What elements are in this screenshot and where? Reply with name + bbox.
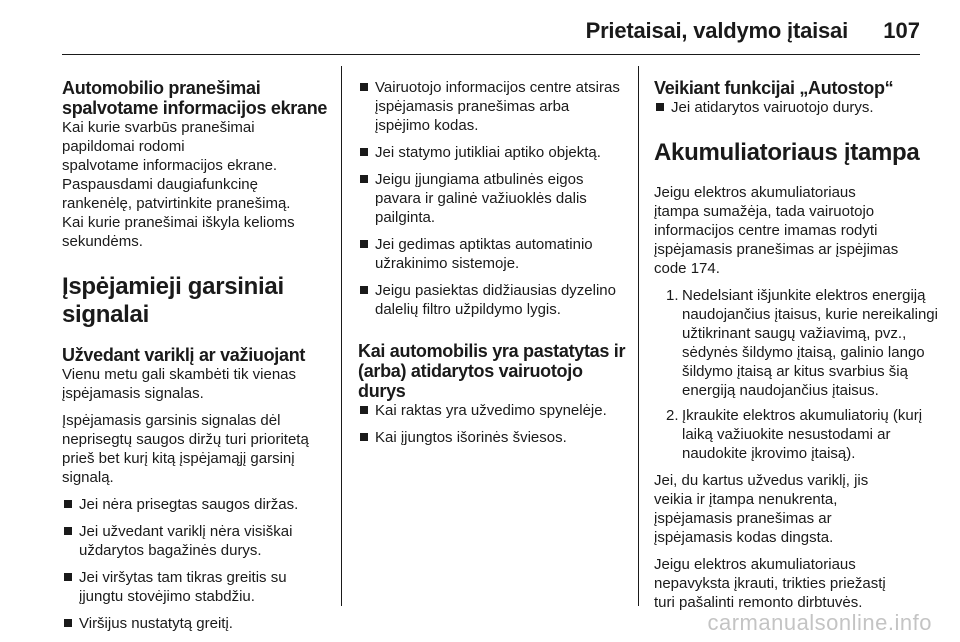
bullet-icon — [360, 286, 368, 294]
bullet-icon — [360, 406, 368, 414]
list-item: Jei nėra prisegtas saugos diržas. — [62, 495, 332, 514]
bullet-icon — [360, 148, 368, 156]
chime-bullet-list — [62, 495, 332, 633]
column-divider-2 — [638, 66, 639, 606]
header-divider — [62, 54, 920, 55]
list-item: Jei atidarytos vairuotojo durys. — [654, 98, 950, 117]
list-item: Viršijus nustatytą greitį. — [62, 614, 332, 633]
bullet-icon — [64, 573, 72, 581]
bullet-icon — [64, 619, 72, 627]
list-item: Jeigu įjungiama atbulinės eigos pavara ir galinė važiuoklės dalis pailginta. — [358, 170, 628, 227]
subsection-title-parked: Kai automobilis yra pastatytas ir (arba) atidarytos vairuotojo durys — [358, 341, 626, 401]
subsection-title-starting: Užvedant variklį ar važiuojant — [62, 345, 306, 365]
bullet-icon — [64, 500, 72, 508]
bullet-icon — [656, 103, 664, 111]
list-item: Jeigu pasiektas didžiausias dyzelino dalelių filtro užpildymo lygis. — [358, 281, 628, 319]
chime-paragraph-2: Įspėjamasis garsinis signalas dėl neprisegtų saugos diržų turi prioritetą prieš bet kurį kitą įspėjamąjį garsinį signalą. — [62, 412, 309, 486]
chime-paragraph-1: Vienu metu gali skambėti tik vienas įspėjamasis signalas. — [62, 366, 297, 402]
battery-paragraph-2: Jei, du kartus užvedus variklį, jis veikia ir įtampa nenukrenta, įspėjamasis pranešimas ar įspėjamasis kodas dingsta. — [654, 472, 869, 546]
column-3 — [654, 78, 950, 620]
watermark: carmanualsonline.info — [707, 610, 932, 635]
parked-bullet-list — [358, 401, 628, 447]
list-item: Vairuotojo informacijos centre atsiras įspėjamasis pranešimas arba įspėjimo kodas. — [358, 78, 628, 135]
list-item: Kai raktas yra užvedimo spynelėje. — [358, 401, 628, 420]
header-title: Prietaisai, valdymo įtaisai — [585, 18, 848, 43]
bullet-icon — [360, 433, 368, 441]
list-item: 1. Nedelsiant išjunkite elektros energiją naudojančius įtaisus, kurie nereikalingi užtikrinant saugų važiavimą, pvz., sėdynės šildymo įtaisą, galinio lango šildymo įtaisą ar kitus svarbius šią energiją naudojančius įtaisus. — [666, 287, 938, 399]
bullet-icon — [360, 83, 368, 91]
messages-paragraph: Kai kurie svarbūs pranešimai papildomai rodomi spalvotame informacijos ekrane. Paspausdami daugiafunkcinę rankenėlę, patvirtinkite pranešimą. Kai kurie pranešimai iškyla kelioms sekundėms. — [62, 119, 295, 250]
page-number: 107 — [883, 18, 920, 43]
column-2 — [358, 78, 628, 455]
battery-paragraph-3: Jeigu elektros akumuliatoriaus nepavyksta įkrauti, trikties priežastį turi pašalinti remonto dirbtuvės. — [654, 556, 886, 611]
list-item: 2. Įkraukite elektros akumuliatorių (kurį laiką važiuokite nesustodami ar naudokite įkrovimo įtaisą). — [666, 407, 923, 462]
column-divider-1 — [341, 66, 342, 606]
autostop-bullet-list — [654, 98, 950, 117]
battery-paragraph: Jeigu elektros akumuliatoriaus įtampa sumažėja, tada vairuotojo informacijos centre imamas rodyti įspėjamasis pranešimas ar įspėjimas code 174. — [654, 184, 899, 277]
section-title-battery-voltage: Akumuliatoriaus įtampa — [654, 139, 920, 166]
bullet-icon — [360, 240, 368, 248]
bullet-icon — [360, 175, 368, 183]
list-item: Jei užvedant variklį nėra visiškai uždarytos bagažinės durys. — [62, 522, 332, 560]
bullet-icon — [64, 527, 72, 535]
subsection-title-autostop: Veikiant funkcijai „Autostop“ — [654, 78, 894, 98]
list-item: Jei gedimas aptiktas automatinio užrakinimo sistemoje. — [358, 235, 628, 273]
section-title-warning-chimes: Įspėjamieji garsiniai signalai — [62, 273, 284, 328]
chime-bullet-list-continued — [358, 78, 628, 319]
column-1 — [62, 78, 332, 641]
section-title-messages: Automobilio pranešimai spalvotame informacijos ekrane — [62, 78, 328, 118]
list-item: Jei statymo jutikliai aptiko objektą. — [358, 143, 628, 162]
list-item: Jei viršytas tam tikras greitis su įjungtu stovėjimo stabdžiu. — [62, 568, 332, 606]
list-item: Kai įjungtos išorinės šviesos. — [358, 428, 628, 447]
battery-steps-list — [654, 286, 950, 463]
